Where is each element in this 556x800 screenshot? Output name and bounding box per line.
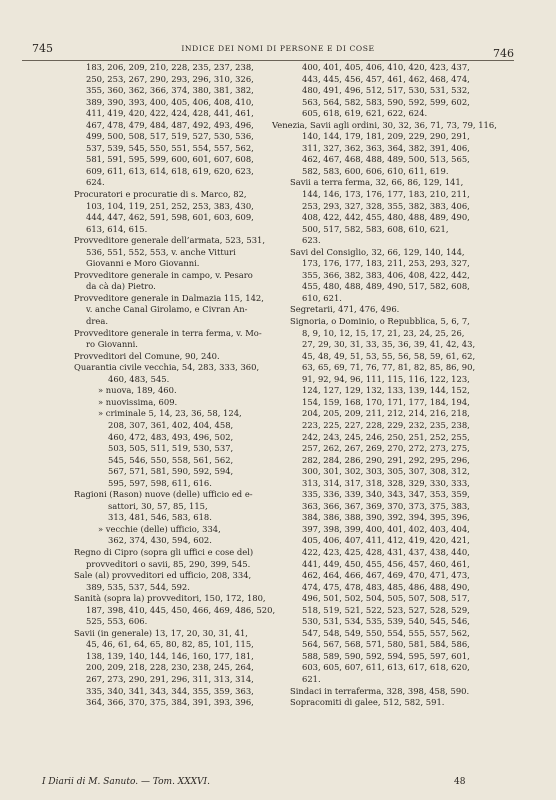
index-entry-text: Provveditore generale in terra ferma, v. Mo- <box>74 327 262 338</box>
index-entry-line <box>56 316 276 328</box>
index-entry-text: 384, 386, 388, 390, 392, 394, 395, 396, <box>302 512 470 523</box>
index-entry-text: 200, 209, 218, 228, 230, 238, 245, 264, <box>86 662 254 673</box>
index-entry-line <box>272 224 504 236</box>
index-entry-text: 154, 159, 168, 170, 171, 177, 184, 194, <box>302 396 470 407</box>
index-entry-line <box>272 547 504 559</box>
index-entry-text: 411, 419, 420, 422, 424, 428, 441, 461, <box>86 108 254 119</box>
index-entry-text: » nuova, 189, 460. <box>98 385 177 396</box>
index-entry-text: 460, 483, 545. <box>108 373 170 384</box>
index-entry-line <box>272 85 504 97</box>
index-entry-line <box>272 328 504 340</box>
index-entry-line <box>56 512 276 524</box>
index-entry-line <box>56 628 276 640</box>
index-entry-line <box>56 582 276 594</box>
index-entry-line <box>56 674 276 686</box>
index-entry-line <box>272 535 504 547</box>
index-entry-text: » criminale 5, 14, 23, 36, 58, 124, <box>98 408 242 419</box>
index-entry-line <box>56 478 276 490</box>
index-entry-text: 609, 611, 613, 614, 618, 619, 620, 623, <box>86 165 254 176</box>
index-entry-text: 144, 146, 173, 176, 177, 183, 210, 211, <box>302 189 470 200</box>
index-entry-line <box>272 374 504 386</box>
index-entry-text: 588, 589, 590, 592, 594, 595, 597, 601, <box>302 650 470 661</box>
index-entry-text: 530, 531, 534, 535, 539, 540, 545, 546, <box>302 616 470 627</box>
index-entry-text: 503, 505, 511, 519, 530, 537, <box>108 443 234 454</box>
index-entry-text: 364, 366, 370, 375, 384, 391, 393, 396, <box>86 697 254 708</box>
index-entry-line <box>56 697 276 709</box>
page-footer <box>0 777 556 791</box>
index-entry-line <box>272 466 504 478</box>
index-entry-text: » vecchie (delle) ufficio, 334, <box>98 523 221 534</box>
index-entry-line <box>272 628 504 640</box>
index-entry-text: 474, 475, 478, 483, 485, 486, 488, 490, <box>302 581 470 592</box>
index-entry-line <box>272 304 504 316</box>
index-entry-text: 355, 366, 382, 383, 406, 408, 422, 442, <box>302 269 470 280</box>
index-entry-text: 462, 467, 468, 488, 489, 500, 513, 565, <box>302 154 470 165</box>
index-entry-text: 335, 340, 341, 343, 344, 355, 359, 363, <box>86 685 254 696</box>
index-entry-line <box>272 397 504 409</box>
index-entry-text: 400, 401, 405, 406, 410, 420, 423, 437, <box>302 62 470 72</box>
index-entry-text: 8, 9, 10, 12, 15, 17, 21, 23, 24, 25, 26, <box>302 327 465 338</box>
index-entry-line <box>56 177 276 189</box>
index-entry-text: 536, 551, 552, 553, v. anche Vitturi <box>86 246 236 257</box>
index-entry-line <box>56 662 276 674</box>
index-entry-line <box>56 570 276 582</box>
index-entry-line <box>272 97 504 109</box>
index-entry-line <box>56 432 276 444</box>
index-entry-line <box>272 524 504 536</box>
index-entry-text: 300, 301, 302, 303, 305, 307, 308, 312, <box>302 466 470 477</box>
index-entry-line <box>56 339 276 351</box>
index-entry-line <box>56 408 276 420</box>
index-entry-text: Sale (al) provveditori ed ufficio, 208, 334, <box>74 570 252 581</box>
index-entry-text: 138, 139, 140, 144, 146, 160, 177, 181, <box>86 650 254 661</box>
index-entry-line <box>272 408 504 420</box>
index-entry-text: 422, 423, 425, 428, 431, 437, 438, 440, <box>302 546 470 557</box>
index-entry-line <box>56 535 276 547</box>
index-entry-text: 363, 366, 367, 369, 370, 373, 375, 383, <box>302 500 470 511</box>
index-entry-text: Savii a terra ferma, 32, 66, 86, 129, 141, <box>290 177 464 188</box>
index-entry-line <box>272 478 504 490</box>
index-entry-line <box>56 385 276 397</box>
index-entry-line <box>56 247 276 259</box>
index-entry-text: 124, 127, 129, 132, 133, 139, 144, 152, <box>302 385 470 396</box>
index-entry-text: 610, 621. <box>302 292 342 303</box>
index-entry-text: Segretarii, 471, 476, 496. <box>290 304 400 315</box>
index-entry-text: 45, 46, 61, 64, 65, 80, 82, 85, 101, 115, <box>86 639 254 650</box>
index-entry-text: Giovanni e Moro Giovanni. <box>86 258 200 269</box>
index-entry-text: 545, 546, 550, 558, 561, 562, <box>108 454 234 465</box>
index-entry-line <box>272 593 504 605</box>
right-column <box>272 62 504 709</box>
index-entry-line <box>56 304 276 316</box>
index-entry-line <box>272 651 504 663</box>
index-entry-line <box>272 189 504 201</box>
index-entry-text: da cà da) Pietro. <box>86 281 156 292</box>
index-entry-text: Provveditori del Comune, 90, 240. <box>74 350 220 361</box>
index-entry-text: Savii (in generale) 13, 17, 20, 30, 31, 41, <box>74 627 248 638</box>
page-number-left: 745 <box>32 42 53 55</box>
index-entry-line <box>272 108 504 120</box>
index-entry-line <box>272 432 504 444</box>
index-entry-line <box>272 258 504 270</box>
index-entry-text: 443, 445, 456, 457, 461, 462, 468, 474, <box>302 73 470 84</box>
index-entry-line <box>56 154 276 166</box>
index-entry-line <box>272 686 504 698</box>
index-entry-text: Provveditore generale dell’armata, 523, 531, <box>74 235 266 246</box>
index-entry-text: 563, 564, 582, 583, 590, 592, 599, 602, <box>302 96 470 107</box>
index-entry-text: Provveditore generale in Dalmazia 115, 142, <box>74 292 264 303</box>
index-entry-line <box>272 143 504 155</box>
index-entry-text: Signoria, o Dominio, o Repubblica, 5, 6, 7, <box>290 316 470 327</box>
index-entry-line <box>56 131 276 143</box>
index-entry-line <box>56 189 276 201</box>
index-entry-text: 537, 539, 545, 550, 551, 554, 557, 562, <box>86 142 254 153</box>
index-entry-text: 567, 571, 581, 590, 592, 594, <box>108 466 234 477</box>
index-entry-text: 499, 500, 508, 517, 519, 527, 530, 536, <box>86 131 254 142</box>
index-entry-line <box>56 293 276 305</box>
index-entry-line <box>56 235 276 247</box>
index-entry-line <box>56 62 276 74</box>
index-entry-text: Provveditore generale in campo, v. Pesaro <box>74 269 253 280</box>
index-entry-text: 173, 176, 177, 183, 211, 253, 293, 327, <box>302 258 470 269</box>
index-entry-line <box>272 270 504 282</box>
index-entry-text: 389, 390, 393, 400, 405, 406, 408, 410, <box>86 96 254 107</box>
page-number-right: 746 <box>493 47 514 60</box>
index-entry-line <box>272 62 504 74</box>
index-entry-text: 313, 314, 317, 318, 328, 329, 330, 333, <box>302 477 470 488</box>
index-entry-line <box>56 420 276 432</box>
index-entry-text: 444, 447, 462, 591, 598, 601, 603, 609, <box>86 212 254 223</box>
index-entry-line <box>272 362 504 374</box>
index-entry-line <box>272 281 504 293</box>
index-entry-line <box>56 466 276 478</box>
index-entry-text: Sopracomiti di galee, 512, 582, 591. <box>290 697 445 708</box>
index-entry-line <box>56 143 276 155</box>
index-entry-text: ro Giovanni. <box>86 339 138 350</box>
index-entry-text: 362, 374, 430, 594, 602. <box>108 535 212 546</box>
index-entry-line <box>272 74 504 86</box>
index-entry-line <box>56 593 276 605</box>
index-entry-line <box>272 120 504 132</box>
index-entry-line <box>272 639 504 651</box>
index-entry-line <box>56 455 276 467</box>
index-entry-line <box>272 235 504 247</box>
index-entry-line <box>56 108 276 120</box>
index-entry-line <box>56 328 276 340</box>
index-entry-line <box>272 559 504 571</box>
index-entry-line <box>56 639 276 651</box>
index-entry-text: 621. <box>302 673 321 684</box>
index-entry-text: Venezia, Savii agli ordini, 30, 32, 36, 71, 73, 79, 116, <box>272 119 497 130</box>
index-entry-line <box>272 166 504 178</box>
index-entry-line <box>272 212 504 224</box>
index-entry-text: 518, 519, 521, 522, 523, 527, 528, 529, <box>302 604 470 615</box>
index-entry-line <box>56 547 276 559</box>
index-entry-text: 581, 591, 595, 599, 600, 601, 607, 608, <box>86 154 254 165</box>
index-entry-line <box>56 258 276 270</box>
index-entry-line <box>56 270 276 282</box>
index-entry-text: 267, 273, 290, 291, 296, 311, 313, 314, <box>86 673 254 684</box>
index-entry-line <box>56 120 276 132</box>
index-entry-text: 582, 583, 600, 606, 610, 611, 619. <box>302 165 449 176</box>
index-entry-line <box>56 489 276 501</box>
index-entry-text: sattori, 30, 57, 85, 115, <box>108 500 208 511</box>
index-entry-text: Ragioni (Rason) nuove (delle) ufficio ed e- <box>74 489 253 500</box>
index-entry-line <box>56 281 276 293</box>
index-entry-text: 397, 398, 399, 400, 401, 402, 403, 404, <box>302 523 470 534</box>
index-entry-text: 282, 284, 286, 290, 291, 292, 295, 296, <box>302 454 470 465</box>
index-entry-text: Sindaci in terraferma, 328, 398, 458, 590. <box>290 685 470 696</box>
index-entry-text: 91, 92, 94, 96, 111, 115, 116, 122, 123, <box>302 373 470 384</box>
index-entry-line <box>272 662 504 674</box>
index-entry-text: 564, 567, 568, 571, 580, 581, 584, 586, <box>302 639 470 650</box>
index-entry-line <box>272 501 504 513</box>
index-entry-text: 223, 225, 227, 228, 229, 232, 235, 238, <box>302 419 470 430</box>
index-entry-line <box>56 651 276 663</box>
index-entry-text: 441, 449, 450, 455, 456, 457, 460, 461, <box>302 558 470 569</box>
index-entry-line <box>272 570 504 582</box>
index-entry-text: 204, 205, 209, 211, 212, 214, 216, 218, <box>302 408 470 419</box>
page-header <box>0 42 556 58</box>
index-entry-line <box>272 316 504 328</box>
index-entry-text: 460, 472, 483, 493, 496, 502, <box>108 431 234 442</box>
index-entry-text: 389, 535, 537, 544, 592. <box>86 581 190 592</box>
index-entry-text: 27, 29, 30, 31, 33, 35, 36, 39, 41, 42, 43, <box>302 339 476 350</box>
index-entry-line <box>56 224 276 236</box>
index-entry-text: 624. <box>86 177 105 188</box>
index-entry-text: 257, 262, 267, 269, 270, 272, 273, 275, <box>302 443 470 454</box>
index-entry-text: 467, 478, 479, 484, 487, 492, 493, 496, <box>86 119 254 130</box>
index-entry-text: 500, 517, 582, 583, 608, 610, 621, <box>302 223 449 234</box>
index-entry-line <box>272 131 504 143</box>
index-entry-line <box>272 616 504 628</box>
index-entry-text: 405, 406, 407, 411, 412, 419, 420, 421, <box>302 535 470 546</box>
running-title: INDICE DEI NOMI DI PERSONE E DI COSE <box>181 44 375 53</box>
index-entry-text: 613, 614, 615. <box>86 223 148 234</box>
index-entry-line <box>56 605 276 617</box>
index-entry-text: Regno di Cipro (sopra gli uffici e cose del) <box>74 546 254 557</box>
index-entry-line <box>56 201 276 213</box>
index-entry-line <box>56 351 276 363</box>
index-entry-text: 140, 144, 179, 181, 209, 229, 290, 291, <box>302 131 470 142</box>
header-rule <box>22 60 514 61</box>
footer-source: I Diarii di M. Sanuto. — Tom. XXXVI. <box>42 777 210 787</box>
index-entry-text: 45, 48, 49, 51, 53, 55, 56, 58, 59, 61, 62, <box>302 350 476 361</box>
index-entry-text: 355, 360, 362, 366, 374, 380, 381, 382, <box>86 85 254 96</box>
index-entry-text: 103, 104, 119, 251, 252, 253, 383, 430, <box>86 200 254 211</box>
index-entry-line <box>272 201 504 213</box>
index-entry-line <box>272 293 504 305</box>
index-entry-text: 335, 336, 339, 340, 343, 347, 353, 359, <box>302 489 470 500</box>
index-entry-text: 311, 327, 362, 363, 364, 382, 391, 406, <box>302 142 470 153</box>
index-entry-line <box>272 420 504 432</box>
index-entry-line <box>272 697 504 709</box>
index-entry-text: 496, 501, 502, 504, 505, 507, 508, 517, <box>302 593 470 604</box>
index-entry-text: 595, 597, 598, 611, 616. <box>108 477 212 488</box>
index-entry-text: 455, 480, 488, 489, 490, 517, 582, 608, <box>302 281 470 292</box>
index-entry-text: 63, 65, 69, 71, 76, 77, 81, 82, 85, 86, 90, <box>302 362 476 373</box>
index-entry-line <box>56 362 276 374</box>
signature-mark: 48 <box>454 777 466 787</box>
index-entry-line <box>272 582 504 594</box>
index-entry-line <box>272 351 504 363</box>
index-entry-text: 605, 618, 619, 621, 622, 624. <box>302 108 428 119</box>
index-entry-line <box>272 177 504 189</box>
index-entry-line <box>272 247 504 259</box>
left-column <box>56 62 276 709</box>
index-entry-text: 408, 422, 442, 455, 480, 488, 489, 490, <box>302 212 470 223</box>
index-entry-text: 242, 243, 245, 246, 250, 251, 252, 255, <box>302 431 470 442</box>
index-entry-text: 313, 481, 546, 583, 618. <box>108 512 212 523</box>
index-entry-line <box>272 674 504 686</box>
index-entry-text: provveditori o savii, 85, 290, 399, 545. <box>86 558 251 569</box>
index-entry-line <box>56 212 276 224</box>
index-entry-line <box>272 512 504 524</box>
index-entry-text: 480, 491, 496, 512, 517, 530, 531, 532, <box>302 85 470 96</box>
index-entry-text: 462, 464, 466, 467, 469, 470, 471, 473, <box>302 570 470 581</box>
index-entry-text: 183, 206, 209, 210, 228, 235, 237, 238, <box>86 62 254 72</box>
index-entry-text: 208, 307, 361, 402, 404, 458, <box>108 419 234 430</box>
index-entry-text: 525, 553, 606. <box>86 616 148 627</box>
index-entry-text: 547, 548, 549, 550, 554, 555, 557, 562, <box>302 627 470 638</box>
index-entry-line <box>56 374 276 386</box>
index-entry-text: 250, 253, 267, 290, 293, 296, 310, 326, <box>86 73 254 84</box>
index-entry-line <box>272 455 504 467</box>
index-entry-text: Procuratori e procuratie di s. Marco, 82, <box>74 189 247 200</box>
index-entry-text: 187, 398, 410, 445, 450, 466, 469, 486, 520, <box>86 604 276 615</box>
index-entry-line <box>272 605 504 617</box>
index-entry-line <box>56 524 276 536</box>
index-entry-text: » nuovissima, 609. <box>98 396 178 407</box>
index-entry-text: Quarantia civile vecchia, 54, 283, 333, 360, <box>74 362 260 373</box>
index-entry-line <box>272 154 504 166</box>
index-entry-line <box>56 501 276 513</box>
index-entry-text: 603, 605, 607, 611, 613, 617, 618, 620, <box>302 662 470 673</box>
index-entry-line <box>272 489 504 501</box>
index-entry-text: v. anche Canal Girolamo, e Civran An- <box>86 304 248 315</box>
index-entry-line <box>56 443 276 455</box>
index-entry-text: Savi del Consiglio, 32, 66, 129, 140, 144, <box>290 246 465 257</box>
index-entry-line <box>272 443 504 455</box>
index-entry-line <box>56 559 276 571</box>
index-entry-text: 253, 293, 327, 328, 355, 382, 383, 406, <box>302 200 470 211</box>
index-entry-text: 623. <box>302 235 321 246</box>
index-entry-text: drea. <box>86 316 108 327</box>
index-entry-line <box>56 85 276 97</box>
index-entry-line <box>272 339 504 351</box>
index-entry-line <box>56 616 276 628</box>
index-entry-text: Sanità (sopra la) provveditori, 150, 172, 180, <box>74 593 266 604</box>
index-entry-line <box>56 166 276 178</box>
index-entry-line <box>272 385 504 397</box>
index-entry-line <box>56 397 276 409</box>
index-entry-line <box>56 97 276 109</box>
index-entry-line <box>56 74 276 86</box>
index-entry-line <box>56 686 276 698</box>
